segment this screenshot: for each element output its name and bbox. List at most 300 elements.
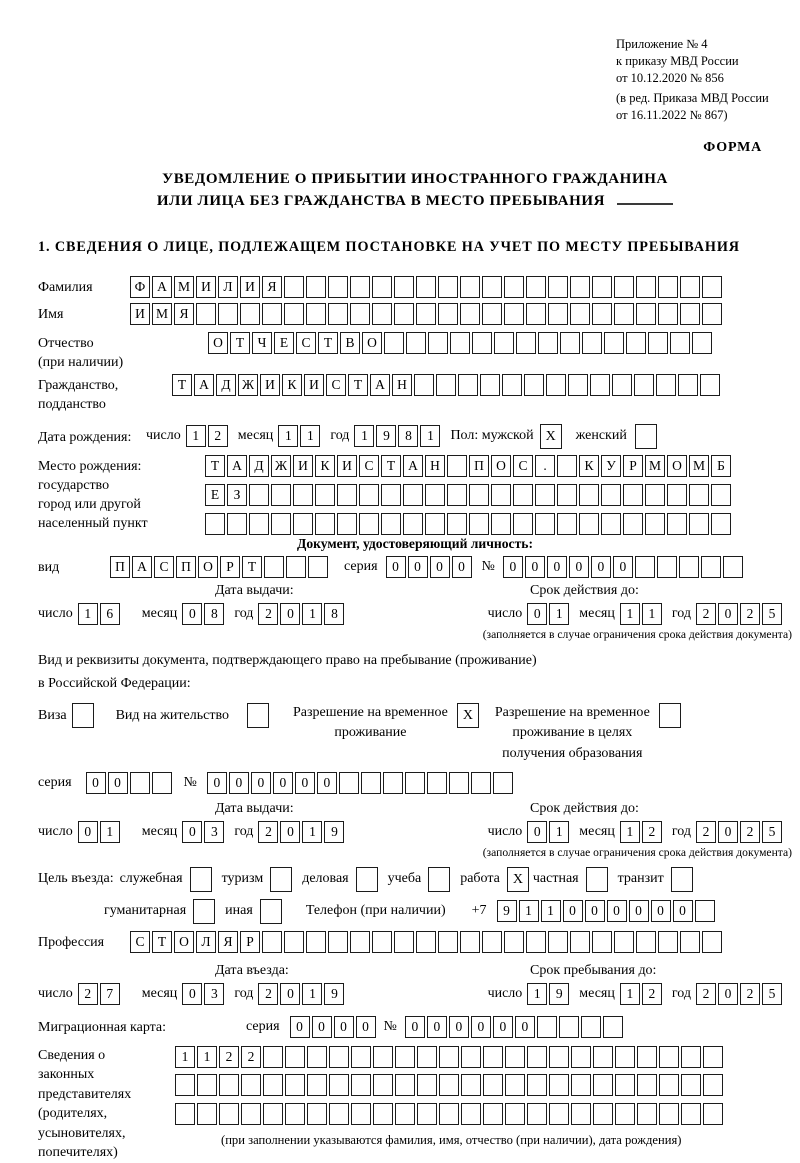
surname-boxes[interactable] — [130, 276, 724, 298]
char-cell[interactable] — [560, 332, 580, 354]
char-cell[interactable] — [659, 1103, 679, 1125]
char-cell[interactable] — [458, 374, 478, 396]
char-cell[interactable]: 2 — [696, 603, 716, 625]
char-cell[interactable]: 1 — [527, 983, 547, 1005]
char-cell[interactable] — [359, 513, 379, 535]
char-cell[interactable]: 9 — [376, 425, 396, 447]
doc-type-boxes[interactable] — [110, 556, 330, 578]
char-cell[interactable] — [328, 931, 348, 953]
char-cell[interactable] — [678, 374, 698, 396]
char-cell[interactable] — [549, 1046, 569, 1068]
entry-month-boxes[interactable] — [182, 983, 226, 1005]
char-cell[interactable] — [439, 1074, 459, 1096]
char-cell[interactable] — [559, 1016, 579, 1038]
char-cell[interactable] — [505, 1046, 525, 1068]
id-issue-day-boxes[interactable] — [78, 603, 122, 625]
char-cell[interactable]: 1 — [197, 1046, 217, 1068]
char-cell[interactable] — [416, 303, 436, 325]
char-cell[interactable] — [403, 484, 423, 506]
char-cell[interactable] — [205, 513, 225, 535]
char-cell[interactable] — [241, 1074, 261, 1096]
char-cell[interactable] — [482, 276, 502, 298]
char-cell[interactable]: А — [132, 556, 152, 578]
char-cell[interactable] — [635, 556, 655, 578]
char-cell[interactable]: Т — [205, 455, 225, 477]
char-cell[interactable] — [695, 900, 715, 922]
permit-number-boxes[interactable] — [207, 772, 515, 794]
char-cell[interactable] — [593, 1074, 613, 1096]
char-cell[interactable]: 0 — [182, 603, 202, 625]
char-cell[interactable]: Т — [172, 374, 192, 396]
guardians-boxes-row2[interactable] — [175, 1074, 725, 1096]
char-cell[interactable]: 0 — [718, 603, 738, 625]
char-cell[interactable]: 9 — [549, 983, 569, 1005]
sex-male-checkbox[interactable]: X — [540, 424, 562, 449]
char-cell[interactable] — [394, 276, 414, 298]
entry-year-boxes[interactable] — [258, 983, 346, 1005]
char-cell[interactable] — [548, 303, 568, 325]
char-cell[interactable]: 1 — [100, 821, 120, 843]
char-cell[interactable] — [590, 374, 610, 396]
char-cell[interactable] — [284, 303, 304, 325]
permit-valid-year-boxes[interactable] — [696, 821, 784, 843]
char-cell[interactable] — [568, 374, 588, 396]
char-cell[interactable] — [612, 374, 632, 396]
char-cell[interactable] — [427, 772, 447, 794]
char-cell[interactable] — [483, 1046, 503, 1068]
char-cell[interactable]: 1 — [549, 821, 569, 843]
char-cell[interactable] — [271, 513, 291, 535]
char-cell[interactable] — [645, 484, 665, 506]
char-cell[interactable]: 0 — [356, 1016, 376, 1038]
citizenship-boxes[interactable] — [172, 374, 722, 396]
char-cell[interactable] — [175, 1103, 195, 1125]
phone-boxes[interactable] — [497, 900, 717, 922]
char-cell[interactable] — [681, 1074, 701, 1096]
purpose-humanitarian-checkbox[interactable] — [193, 899, 215, 924]
char-cell[interactable] — [615, 1074, 635, 1096]
char-cell[interactable]: П — [110, 556, 130, 578]
char-cell[interactable] — [483, 1074, 503, 1096]
char-cell[interactable] — [284, 276, 304, 298]
char-cell[interactable] — [681, 1103, 701, 1125]
given-name-boxes[interactable] — [130, 303, 724, 325]
char-cell[interactable] — [197, 1074, 217, 1096]
char-cell[interactable] — [271, 484, 291, 506]
char-cell[interactable] — [637, 1046, 657, 1068]
char-cell[interactable] — [264, 556, 284, 578]
migration-series-boxes[interactable] — [290, 1016, 378, 1038]
char-cell[interactable] — [329, 1046, 349, 1068]
char-cell[interactable] — [636, 303, 656, 325]
char-cell[interactable] — [285, 1103, 305, 1125]
char-cell[interactable]: 0 — [515, 1016, 535, 1038]
char-cell[interactable] — [614, 303, 634, 325]
char-cell[interactable]: 2 — [696, 983, 716, 1005]
char-cell[interactable] — [548, 931, 568, 953]
char-cell[interactable]: П — [469, 455, 489, 477]
char-cell[interactable] — [592, 931, 612, 953]
char-cell[interactable]: Т — [230, 332, 250, 354]
permit-issue-month-boxes[interactable] — [182, 821, 226, 843]
char-cell[interactable] — [373, 1046, 393, 1068]
char-cell[interactable] — [227, 513, 247, 535]
char-cell[interactable] — [447, 455, 467, 477]
char-cell[interactable]: 0 — [86, 772, 106, 794]
char-cell[interactable] — [546, 374, 566, 396]
char-cell[interactable] — [263, 1103, 283, 1125]
char-cell[interactable]: 0 — [493, 1016, 513, 1038]
permit-valid-day-boxes[interactable] — [527, 821, 571, 843]
char-cell[interactable] — [513, 513, 533, 535]
char-cell[interactable] — [361, 772, 381, 794]
char-cell[interactable] — [703, 1046, 723, 1068]
char-cell[interactable] — [416, 276, 436, 298]
char-cell[interactable] — [381, 484, 401, 506]
char-cell[interactable]: 1 — [302, 603, 322, 625]
char-cell[interactable]: 5 — [762, 821, 782, 843]
char-cell[interactable] — [403, 513, 423, 535]
char-cell[interactable] — [524, 374, 544, 396]
char-cell[interactable]: 0 — [280, 983, 300, 1005]
char-cell[interactable]: 1 — [302, 821, 322, 843]
char-cell[interactable] — [626, 332, 646, 354]
char-cell[interactable] — [526, 931, 546, 953]
char-cell[interactable] — [339, 772, 359, 794]
char-cell[interactable]: 0 — [471, 1016, 491, 1038]
id-valid-month-boxes[interactable] — [620, 603, 664, 625]
id-number-boxes[interactable] — [503, 556, 745, 578]
char-cell[interactable]: Е — [205, 484, 225, 506]
purpose-private-checkbox[interactable] — [586, 867, 608, 892]
char-cell[interactable] — [472, 332, 492, 354]
id-series-boxes[interactable] — [386, 556, 474, 578]
char-cell[interactable] — [438, 931, 458, 953]
char-cell[interactable] — [240, 303, 260, 325]
char-cell[interactable] — [493, 772, 513, 794]
char-cell[interactable]: 2 — [740, 821, 760, 843]
char-cell[interactable] — [700, 374, 720, 396]
birth-year-boxes[interactable] — [354, 425, 442, 447]
char-cell[interactable]: Б — [711, 455, 731, 477]
char-cell[interactable]: 0 — [405, 1016, 425, 1038]
char-cell[interactable]: 0 — [651, 900, 671, 922]
char-cell[interactable] — [482, 303, 502, 325]
char-cell[interactable]: 9 — [324, 983, 344, 1005]
char-cell[interactable]: А — [227, 455, 247, 477]
char-cell[interactable] — [130, 772, 150, 794]
id-issue-month-boxes[interactable] — [182, 603, 226, 625]
char-cell[interactable]: К — [315, 455, 335, 477]
char-cell[interactable]: П — [176, 556, 196, 578]
char-cell[interactable]: Т — [348, 374, 368, 396]
char-cell[interactable] — [218, 303, 238, 325]
char-cell[interactable] — [593, 1046, 613, 1068]
char-cell[interactable] — [350, 931, 370, 953]
char-cell[interactable] — [284, 931, 304, 953]
char-cell[interactable]: С — [130, 931, 150, 953]
char-cell[interactable] — [657, 556, 677, 578]
char-cell[interactable] — [372, 276, 392, 298]
permit-valid-month-boxes[interactable] — [620, 821, 664, 843]
char-cell[interactable]: 2 — [78, 983, 98, 1005]
char-cell[interactable] — [384, 332, 404, 354]
char-cell[interactable] — [425, 513, 445, 535]
char-cell[interactable] — [634, 374, 654, 396]
char-cell[interactable] — [286, 556, 306, 578]
char-cell[interactable] — [658, 303, 678, 325]
char-cell[interactable] — [603, 1016, 623, 1038]
char-cell[interactable] — [680, 303, 700, 325]
purpose-other-checkbox[interactable] — [260, 899, 282, 924]
char-cell[interactable] — [513, 484, 533, 506]
char-cell[interactable] — [196, 303, 216, 325]
char-cell[interactable] — [579, 484, 599, 506]
char-cell[interactable]: Р — [240, 931, 260, 953]
char-cell[interactable]: 1 — [549, 603, 569, 625]
char-cell[interactable]: 2 — [740, 603, 760, 625]
char-cell[interactable] — [328, 303, 348, 325]
char-cell[interactable]: 0 — [280, 603, 300, 625]
char-cell[interactable] — [579, 513, 599, 535]
char-cell[interactable]: 0 — [280, 821, 300, 843]
char-cell[interactable]: Т — [242, 556, 262, 578]
char-cell[interactable]: 1 — [519, 900, 539, 922]
char-cell[interactable]: 1 — [541, 900, 561, 922]
char-cell[interactable] — [648, 332, 668, 354]
char-cell[interactable] — [306, 931, 326, 953]
char-cell[interactable] — [549, 1074, 569, 1096]
purpose-transit-checkbox[interactable] — [671, 867, 693, 892]
id-issue-year-boxes[interactable] — [258, 603, 346, 625]
char-cell[interactable] — [702, 276, 722, 298]
char-cell[interactable]: 0 — [295, 772, 315, 794]
char-cell[interactable] — [395, 1103, 415, 1125]
char-cell[interactable]: И — [293, 455, 313, 477]
char-cell[interactable] — [679, 556, 699, 578]
char-cell[interactable] — [175, 1074, 195, 1096]
char-cell[interactable]: А — [403, 455, 423, 477]
char-cell[interactable]: 0 — [503, 556, 523, 578]
char-cell[interactable] — [601, 484, 621, 506]
char-cell[interactable] — [262, 931, 282, 953]
char-cell[interactable] — [670, 332, 690, 354]
char-cell[interactable] — [692, 332, 712, 354]
char-cell[interactable] — [460, 931, 480, 953]
entry-day-boxes[interactable] — [78, 983, 122, 1005]
purpose-study-checkbox[interactable] — [428, 867, 450, 892]
char-cell[interactable] — [570, 931, 590, 953]
char-cell[interactable] — [219, 1074, 239, 1096]
char-cell[interactable] — [614, 276, 634, 298]
char-cell[interactable] — [351, 1103, 371, 1125]
char-cell[interactable] — [482, 931, 502, 953]
char-cell[interactable] — [535, 513, 555, 535]
char-cell[interactable]: 0 — [585, 900, 605, 922]
char-cell[interactable]: О — [362, 332, 382, 354]
char-cell[interactable]: 8 — [204, 603, 224, 625]
char-cell[interactable] — [557, 484, 577, 506]
char-cell[interactable]: 0 — [591, 556, 611, 578]
char-cell[interactable]: Н — [392, 374, 412, 396]
char-cell[interactable]: 2 — [258, 821, 278, 843]
char-cell[interactable]: 0 — [607, 900, 627, 922]
char-cell[interactable] — [505, 1074, 525, 1096]
temp-permit-edu-checkbox[interactable] — [659, 703, 681, 728]
char-cell[interactable] — [535, 484, 555, 506]
char-cell[interactable]: И — [196, 276, 216, 298]
char-cell[interactable]: К — [282, 374, 302, 396]
char-cell[interactable] — [623, 484, 643, 506]
char-cell[interactable] — [241, 1103, 261, 1125]
char-cell[interactable]: 0 — [317, 772, 337, 794]
char-cell[interactable] — [328, 276, 348, 298]
char-cell[interactable]: Я — [218, 931, 238, 953]
char-cell[interactable] — [689, 513, 709, 535]
permit-issue-day-boxes[interactable] — [78, 821, 122, 843]
char-cell[interactable] — [680, 276, 700, 298]
char-cell[interactable] — [636, 276, 656, 298]
purpose-official-checkbox[interactable] — [190, 867, 212, 892]
char-cell[interactable] — [414, 374, 434, 396]
char-cell[interactable] — [604, 332, 624, 354]
char-cell[interactable] — [461, 1103, 481, 1125]
char-cell[interactable]: Я — [262, 276, 282, 298]
char-cell[interactable] — [436, 374, 456, 396]
char-cell[interactable] — [406, 332, 426, 354]
char-cell[interactable]: 0 — [108, 772, 128, 794]
char-cell[interactable]: 1 — [300, 425, 320, 447]
stay-year-boxes[interactable] — [696, 983, 784, 1005]
char-cell[interactable]: Ф — [130, 276, 150, 298]
char-cell[interactable]: 0 — [334, 1016, 354, 1038]
char-cell[interactable] — [152, 772, 172, 794]
char-cell[interactable] — [450, 332, 470, 354]
char-cell[interactable]: 1 — [420, 425, 440, 447]
char-cell[interactable] — [263, 1074, 283, 1096]
char-cell[interactable]: Ж — [238, 374, 258, 396]
char-cell[interactable] — [494, 332, 514, 354]
char-cell[interactable]: 0 — [718, 983, 738, 1005]
char-cell[interactable]: И — [130, 303, 150, 325]
char-cell[interactable] — [438, 276, 458, 298]
char-cell[interactable] — [439, 1046, 459, 1068]
char-cell[interactable]: 5 — [762, 603, 782, 625]
char-cell[interactable]: Р — [623, 455, 643, 477]
char-cell[interactable] — [538, 332, 558, 354]
char-cell[interactable] — [701, 556, 721, 578]
char-cell[interactable]: Л — [196, 931, 216, 953]
char-cell[interactable] — [307, 1103, 327, 1125]
char-cell[interactable]: 0 — [629, 900, 649, 922]
char-cell[interactable] — [405, 772, 425, 794]
char-cell[interactable]: 1 — [302, 983, 322, 1005]
char-cell[interactable]: С — [154, 556, 174, 578]
char-cell[interactable] — [461, 1046, 481, 1068]
birthplace-boxes-row3[interactable] — [205, 513, 733, 535]
char-cell[interactable]: 9 — [324, 821, 344, 843]
char-cell[interactable]: 8 — [324, 603, 344, 625]
char-cell[interactable]: С — [513, 455, 533, 477]
char-cell[interactable] — [504, 276, 524, 298]
char-cell[interactable]: 0 — [273, 772, 293, 794]
char-cell[interactable]: 0 — [452, 556, 472, 578]
guardians-boxes-row1[interactable] — [175, 1046, 725, 1068]
purpose-work-checkbox[interactable]: X — [507, 867, 529, 892]
char-cell[interactable]: О — [491, 455, 511, 477]
char-cell[interactable] — [557, 455, 577, 477]
char-cell[interactable] — [439, 1103, 459, 1125]
char-cell[interactable]: И — [260, 374, 280, 396]
purpose-business-checkbox[interactable] — [356, 867, 378, 892]
char-cell[interactable]: И — [337, 455, 357, 477]
char-cell[interactable]: 0 — [718, 821, 738, 843]
char-cell[interactable] — [469, 513, 489, 535]
char-cell[interactable] — [416, 931, 436, 953]
char-cell[interactable] — [469, 484, 489, 506]
char-cell[interactable] — [505, 1103, 525, 1125]
char-cell[interactable] — [315, 513, 335, 535]
char-cell[interactable] — [593, 1103, 613, 1125]
char-cell[interactable]: 1 — [354, 425, 374, 447]
char-cell[interactable] — [394, 303, 414, 325]
char-cell[interactable] — [645, 513, 665, 535]
char-cell[interactable]: 1 — [78, 603, 98, 625]
stay-day-boxes[interactable] — [527, 983, 571, 1005]
char-cell[interactable] — [351, 1074, 371, 1096]
residence-permit-checkbox[interactable] — [247, 703, 269, 728]
patronymic-boxes[interactable] — [208, 332, 714, 354]
char-cell[interactable]: 1 — [175, 1046, 195, 1068]
char-cell[interactable] — [570, 303, 590, 325]
char-cell[interactable]: 2 — [241, 1046, 261, 1068]
char-cell[interactable] — [351, 1046, 371, 1068]
char-cell[interactable] — [723, 556, 743, 578]
char-cell[interactable]: 0 — [547, 556, 567, 578]
char-cell[interactable] — [527, 1103, 547, 1125]
char-cell[interactable]: 1 — [620, 821, 640, 843]
purpose-tourism-checkbox[interactable] — [270, 867, 292, 892]
char-cell[interactable] — [249, 513, 269, 535]
char-cell[interactable]: М — [689, 455, 709, 477]
char-cell[interactable] — [548, 276, 568, 298]
char-cell[interactable]: М — [152, 303, 172, 325]
char-cell[interactable]: С — [326, 374, 346, 396]
char-cell[interactable]: 0 — [229, 772, 249, 794]
char-cell[interactable] — [383, 772, 403, 794]
char-cell[interactable]: 1 — [278, 425, 298, 447]
char-cell[interactable] — [504, 931, 524, 953]
char-cell[interactable] — [417, 1103, 437, 1125]
char-cell[interactable] — [516, 332, 536, 354]
char-cell[interactable]: У — [601, 455, 621, 477]
char-cell[interactable]: 2 — [258, 983, 278, 1005]
char-cell[interactable] — [428, 332, 448, 354]
char-cell[interactable]: 2 — [258, 603, 278, 625]
char-cell[interactable] — [337, 484, 357, 506]
char-cell[interactable]: О — [208, 332, 228, 354]
char-cell[interactable] — [197, 1103, 217, 1125]
char-cell[interactable] — [571, 1103, 591, 1125]
char-cell[interactable] — [372, 931, 392, 953]
char-cell[interactable]: 0 — [408, 556, 428, 578]
char-cell[interactable]: Н — [425, 455, 445, 477]
char-cell[interactable]: 0 — [569, 556, 589, 578]
char-cell[interactable]: М — [645, 455, 665, 477]
char-cell[interactable]: Р — [220, 556, 240, 578]
char-cell[interactable] — [557, 513, 577, 535]
char-cell[interactable]: 0 — [430, 556, 450, 578]
